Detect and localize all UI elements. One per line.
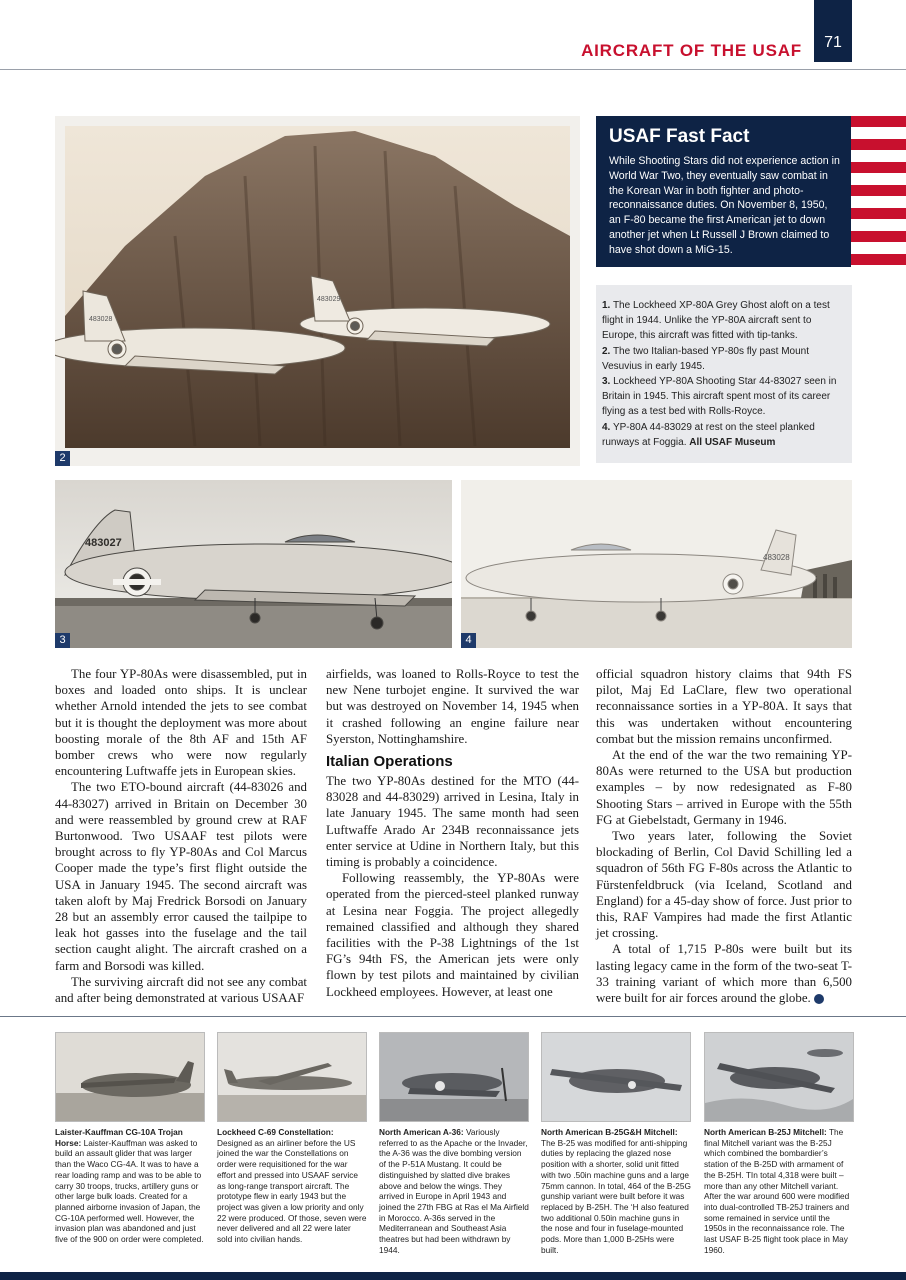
paragraph: The two YP-80As destined for the MTO (44-83028 and 44-83029) arrived in Lesina, Italy in late January 1945. The same month had seen Luftwaffe Arado Ar 234B reconnaissance jets enter service at Udine in Northern Italy, but this timing is probably a coincidence. <box>326 774 579 870</box>
section-heading: Italian Operations <box>326 753 453 771</box>
thumb-b25j <box>704 1032 854 1122</box>
caption-1: The Lockheed XP-80A Grey Ghost aloft on a test flight in 1944. Unlike the YP-80A aircraft sent to Europe, this aircraft was fitted with tip-tanks. <box>602 300 830 342</box>
strip-caption-text: Variously referred to as the Apache or the Invader, the A-36 was the dive bombing version of the P-51A Mustang. It could be distinguished by slatted dive brakes above and below the wings. They arrived in Europe in April 1943 and joined the 27th FBG at Ras el Ma Airfield in Morocco. A-36s served in the Mediterranean and Southeast Asia theatres but had been withdrawn by 1944. <box>379 1127 529 1255</box>
strip-caption-text: The final Mitchell variant was the B-25J which combined the bombardier’s station of the B-25D with armament of the B-25H. TIn total 4,318 were built – more than any other Mitchell variant. After the war around 600 were modified into dual-controlled TB-25J trainers and some remained in service until the 1950s in the reconnaissance role. The last USAF B-25 flight took place in May 1960. <box>704 1127 850 1255</box>
caption-4-number: 4. <box>602 421 611 433</box>
photo-credit: All USAF Museum <box>689 436 776 448</box>
caption-2-number: 2. <box>602 345 611 357</box>
strip-caption-text: Laister-Kauffman was asked to build an assault glider that was larger than the Waco CG-4A. It was to have a rear loading ramp and was to be able to carry 30 troops, trucks, artillery guns or other large bulk loads. Created for a planned airborne invasion of Japan, the CG-10A performed well. However, the invasion plan was abandoned and just five of the 900 on order were completed. <box>55 1137 204 1245</box>
caption-2: The two Italian-based YP-80s fly past Mount Vesuvius in early 1945. <box>602 345 809 372</box>
paragraph: airfields, was loaned to Rolls-Royce to test the new Nene turbojet engine. It survived the war but was destroyed on November 14, 1945 when it crashed following an engine failure near Syerston, Nottinghamshire. <box>326 667 579 746</box>
photo-captions <box>602 298 848 450</box>
paragraph: The two ETO-bound aircraft (44-83026 and 44-83027) arrived in Britain on December 30 and were reassembled by ground crew at RAF Burtonwood. Two USAAF test pilots were brought across to fly YP-80As and Col Marcus Cooper made the type’s first flight outside the USA in January 1945. The second aircraft was taken aloft by Maj Fredrick Borsodi on January 28 but an assembly error caused the tailpipe to leak hot gasses into the fuselage and the tail section caught alight. The aircraft crashed on a farm and Borsodi was killed. <box>55 780 307 973</box>
header-rule <box>0 69 906 70</box>
caption-3-number: 3. <box>602 376 611 388</box>
fast-fact-title: USAF Fast Fact <box>609 126 750 147</box>
caption-4: YP-80A 44-83029 at rest on the steel planked runways at Foggia. <box>602 421 815 448</box>
paragraph: Following reassembly, the YP-80As were operated from the pierced-steel planked runway at Lesina near Foggia. The project allegedly remained classified and although they shared facilities with the P-38 Lightnings of the 1st FG’s 94th FS, the American jets were only flown by test pilots and maintained by civilian Lockheed employees. However, at least one <box>326 871 579 999</box>
tail-number-right: 483029 <box>317 296 341 303</box>
tail-number-3: 483027 <box>85 537 122 549</box>
paragraph: Two years later, following the Soviet blockading of Berlin, Col David Schilling led a squadron of 56th FG F-80s across the Atlantic to Fürstenfeldbruck (via Iceland, Scotland and England) for a 45-day show of force. Just prior to this, RAF Vampires had made the first Atlantic jet crossing. <box>596 829 852 941</box>
photo-number-badge: 2 <box>55 451 70 466</box>
thumb-a36 <box>379 1032 529 1122</box>
end-mark-icon: ✪ <box>814 994 824 1004</box>
paragraph <box>596 941 852 1006</box>
strip-caption-2 <box>217 1127 367 1245</box>
section-title: AIRCRAFT OF THE USAF <box>581 41 802 60</box>
strip-caption-title: North American A-36: <box>379 1127 464 1137</box>
caption-3: Lockheed YP-80A Shooting Star 44-83027 seen in Britain in 1945. This aircraft spent most of its career flying as a test bed with Rolls-Royce. <box>602 376 837 418</box>
fast-fact-text: While Shooting Stars did not experience action in World War Two, they eventually saw combat in the Korean War in both fighter and photo-reconnaissance duties. On November 8, 1950, an F-80 became the first American jet to down another jet when Lt Russell J Brown claimed to have shot down a MiG-15. <box>609 155 840 256</box>
paragraph: The four YP-80As were disassembled, put in boxes and loaded onto ships. It is unclear whether Arnold intended the jets to see combat but it is thought the deployment was more about boosting morale of the 8th AF and 15th AF bomber crews who were now regularly encountering Luftwaffe jets in European skies. <box>55 667 307 779</box>
photo-number-badge: 3 <box>55 633 70 648</box>
page-number: 71 <box>824 34 842 51</box>
strip-caption-title: North American B-25G&H Mitchell: <box>541 1127 678 1137</box>
tail-number-4: 483028 <box>763 553 790 562</box>
strip-caption-text: The B-25 was modified for anti-shipping duties by replacing the glazed nose position with a shorter, solid unit fitted with two .50in machine guns and a large 75mm cannon. In total, 464 of the B-25G gunship variant were built before it was replaced by B-25H. The ‘H also featured two additional 0.50in machine guns in the nose and four in fuselage-mounted pods. More than 1,000 B-25Hs were built. <box>541 1137 691 1255</box>
strip-caption-text: Designed as an airliner before the US joined the war the Constellations on order were requisitioned for the war effort and pressed into USAAF service as long-range transport aircraft. The prototype flew in early 1943 but the project was given a low priority and only 22 were produced. Of those, seven were never delivered and all 22 were later sold into civilian hands. <box>217 1137 367 1245</box>
footer-bar <box>0 1272 906 1280</box>
strip-caption-3 <box>379 1127 529 1255</box>
strip-caption-title: North American B-25J Mitchell: <box>704 1127 827 1137</box>
strip-caption-5 <box>704 1127 854 1255</box>
tail-number-left: 483028 <box>89 316 113 323</box>
photo-vesuvius-flyby <box>55 116 580 466</box>
article-column-3 <box>596 666 852 1006</box>
thumb-b25gh <box>541 1032 691 1122</box>
article-column-1 <box>55 666 307 1006</box>
flag-stripes <box>851 116 906 267</box>
paragraph: At the end of the war the two remaining YP-80As were returned to the USA but production examples – by now redesignated as F-80 Shooting Stars – arrived in Europe with the 55th FG at Giebelstadt, Germany in 1946. <box>596 748 852 827</box>
caption-1-number: 1. <box>602 300 611 311</box>
strip-divider <box>0 1016 906 1017</box>
photo-yp80a-britain <box>55 480 452 648</box>
thumb-c69 <box>217 1032 367 1122</box>
photo-yp80a-foggia <box>461 480 852 648</box>
paragraph-text: A total of 1,715 P-80s were built but its lasting legacy came in the form of the two-seat T-33 training variant of which more than 6,500 were built for air forces around the globe. <box>596 942 852 1006</box>
strip-caption-4 <box>541 1127 691 1255</box>
article-column-2 <box>326 666 579 1000</box>
photo-number-badge: 4 <box>461 633 476 648</box>
paragraph: The surviving aircraft did not see any combat and after being demonstrated at various USAAF <box>55 974 307 1006</box>
page-number-tab <box>814 0 852 62</box>
strip-caption-title: Lockheed C-69 Constellation: <box>217 1127 334 1137</box>
thumb-cg10a <box>55 1032 205 1122</box>
strip-caption-1 <box>55 1127 205 1245</box>
paragraph: official squadron history claims that 94th FS pilot, Maj Ed LaClare, flew two operational reconnaissance sorties in a YP-80A. It says that this was undertaken without encountering combat but the mission remains unconfirmed. <box>596 667 852 746</box>
strip-caption-title: Laister-Kauffman CG-10A Trojan Horse: <box>55 1127 183 1148</box>
